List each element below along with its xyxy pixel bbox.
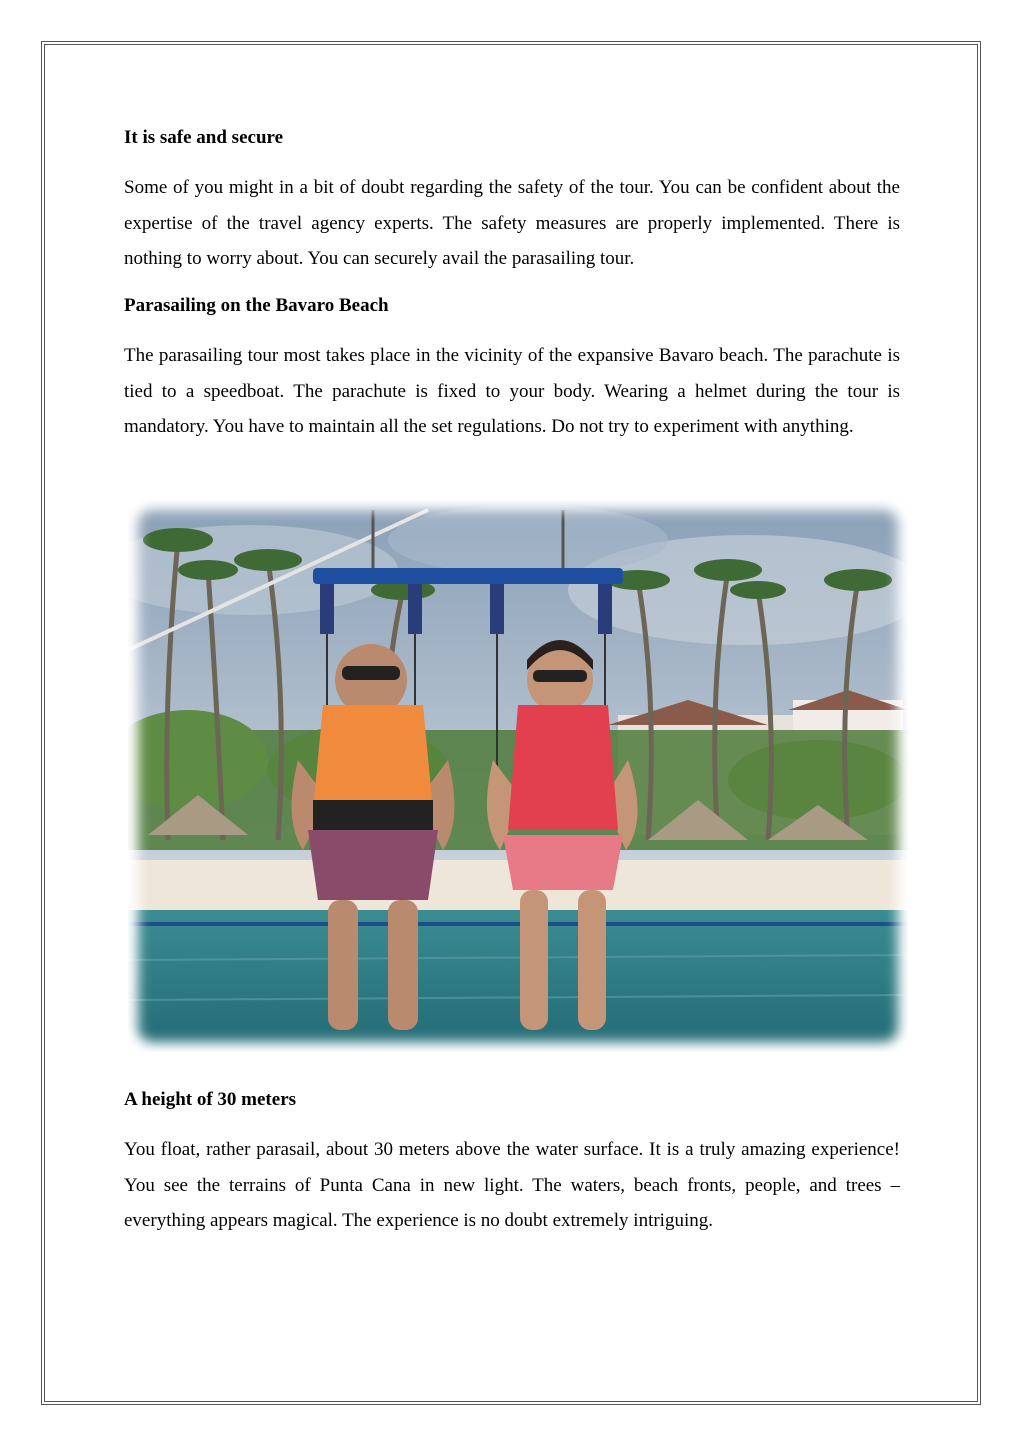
life-vest-red [508, 705, 618, 830]
life-vest-orange [313, 705, 433, 810]
sea [128, 910, 908, 1052]
paragraph-height: You float, rather parasail, about 30 meters above the water surface. It is a truly amazing experience! You see the terrains of Punta Cana in new light. The waters, beach fronts, people, and trees – everything appears magical. The experience is no doubt extremely intriguing. [124, 1139, 900, 1231]
parasailing-illustration [128, 500, 908, 1052]
section-bavaro [124, 293, 900, 445]
heading-height-30m: A height of 30 meters [124, 1089, 297, 1110]
section-safety [124, 125, 900, 277]
section-height [124, 1087, 900, 1239]
parasailing-photo [128, 500, 908, 1052]
heading-bavaro-beach: Parasailing on the Bavaro Beach [124, 295, 389, 316]
heading-safe-secure: It is safe and secure [124, 127, 284, 148]
paragraph-safety: Some of you might in a bit of doubt regarding the safety of the tour. You can be confident about the expertise of the travel agency experts. The safety measures are properly implemented. There is nothing to worry about. You can securely avail the parasailing tour. [124, 177, 900, 269]
spreader-bar [313, 568, 623, 584]
paragraph-bavaro: The parasailing tour most takes place in the vicinity of the expansive Bavaro beach. The parachute is tied to a speedboat. The parachute is fixed to your body. Wearing a helmet during the tour is mandatory. You have to maintain all the set regulations. Do not try to experiment with anything. [124, 345, 900, 437]
